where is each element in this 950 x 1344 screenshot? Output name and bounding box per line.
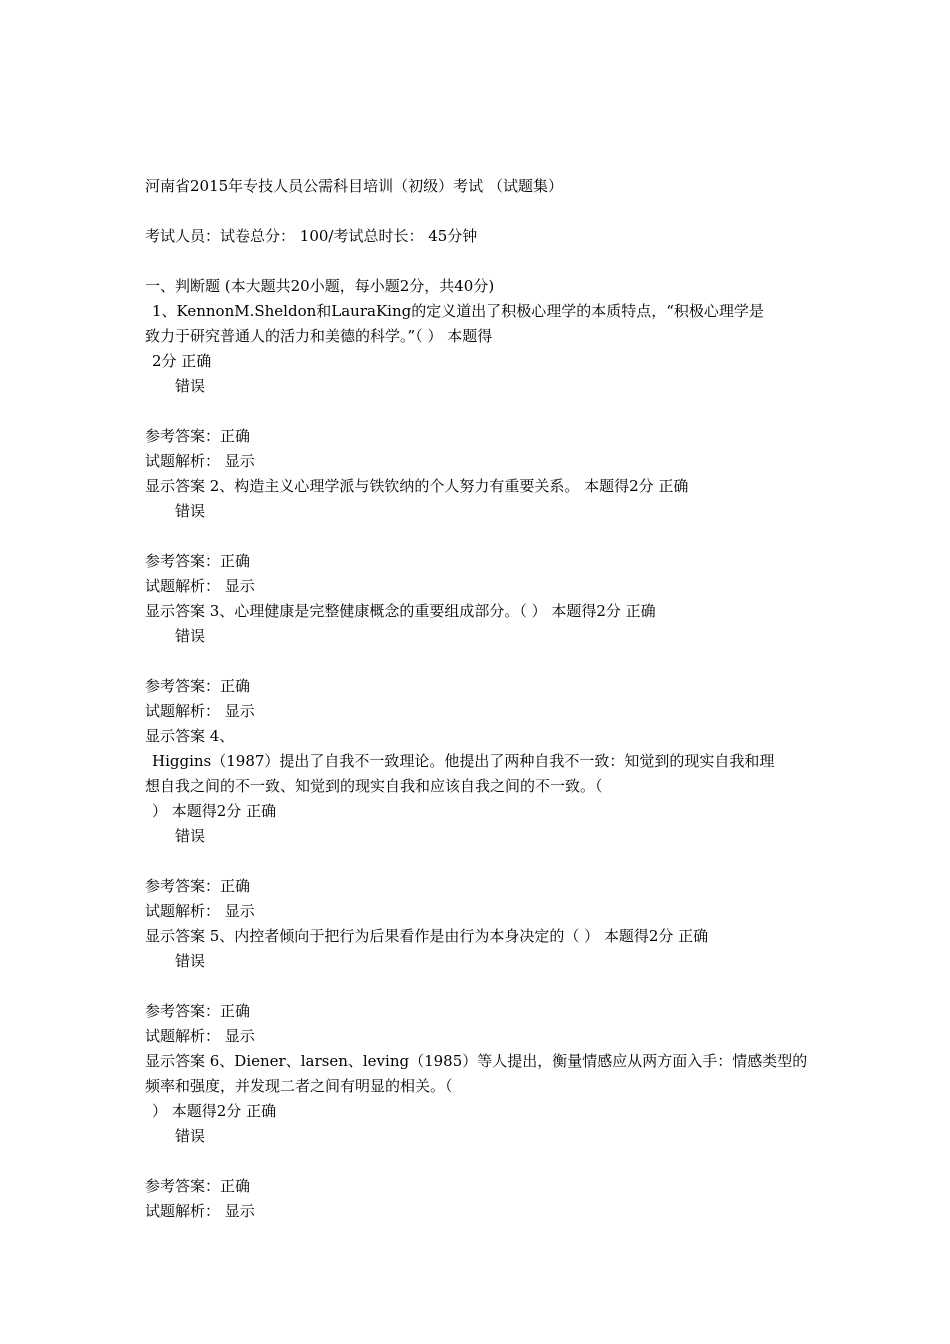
question-3-line-1: 显示答案 3、心理健康是完整健康概念的重要组成部分。（ ） 本题得2分 正确 (145, 602, 656, 620)
question-6-option-wrong: 错误 (175, 1127, 206, 1145)
question-6-analysis: 试题解析： 显示 (145, 1202, 255, 1220)
question-1-option-wrong: 错误 (175, 377, 206, 395)
question-3-reference-answer: 参考答案：正确 (145, 677, 251, 695)
question-3-option-wrong: 错误 (175, 627, 206, 645)
question-4-line-1: 显示答案 4、 (145, 727, 235, 745)
question-4-line-2: Higgins（1987）提出了自我不一致理论。他提出了两种自我不一致：知觉到的现实自我和理 (152, 752, 775, 770)
question-6-reference-answer: 参考答案：正确 (145, 1177, 251, 1195)
question-5-line-1: 显示答案 5、内控者倾向于把行为后果看作是由行为本身决定的（ ） 本题得2分 正确 (145, 927, 709, 945)
question-6-score-correct: ） 本题得2分 正确 (152, 1102, 277, 1120)
exam-meta: 考试人员：试卷总分： 100/考试总时长： 45分钟 (145, 227, 478, 245)
question-1-score-correct: 2分 正确 (152, 352, 212, 370)
question-2-reference-answer: 参考答案：正确 (145, 552, 251, 570)
question-4-option-wrong: 错误 (175, 827, 206, 845)
question-5-option-wrong: 错误 (175, 952, 206, 970)
question-1-analysis: 试题解析： 显示 (145, 452, 255, 470)
question-6-line-2: 频率和强度，并发现二者之间有明显的相关。（ (145, 1077, 453, 1095)
question-6-line-1: 显示答案 6、Diener、larsen、leving（1985）等人提出，衡量情感应从两方面入手：情感类型的 (145, 1052, 808, 1070)
question-1-line-2: 致力于研究普通人的活力和美德的科学。”（ ） 本题得 (145, 327, 493, 345)
question-4-line-3: 想自我之间的不一致、知觉到的现实自我和应该自我之间的不一致。（ (145, 777, 603, 795)
question-4-score-correct: ） 本题得2分 正确 (152, 802, 277, 820)
question-2-option-wrong: 错误 (175, 502, 206, 520)
question-1-reference-answer: 参考答案：正确 (145, 427, 251, 445)
question-3-analysis: 试题解析： 显示 (145, 702, 255, 720)
question-5-reference-answer: 参考答案：正确 (145, 1002, 251, 1020)
document-title: 河南省2015年专技人员公需科目培训（初级）考试 （试题集） (145, 177, 563, 195)
question-2-line-1: 显示答案 2、构造主义心理学派与铁钦纳的个人努力有重要关系。 本题得2分 正确 (145, 477, 689, 495)
question-5-analysis: 试题解析： 显示 (145, 1027, 255, 1045)
question-2-analysis: 试题解析： 显示 (145, 577, 255, 595)
question-4-analysis: 试题解析： 显示 (145, 902, 255, 920)
question-1-line-1: 1、KennonM.Sheldon和LauraKing的定义道出了积极心理学的本质特点，“积极心理学是 (152, 302, 764, 320)
section-header: 一、判断题 (本大题共20小题，每小题2分，共40分) (145, 277, 495, 295)
question-4-reference-answer: 参考答案：正确 (145, 877, 251, 895)
